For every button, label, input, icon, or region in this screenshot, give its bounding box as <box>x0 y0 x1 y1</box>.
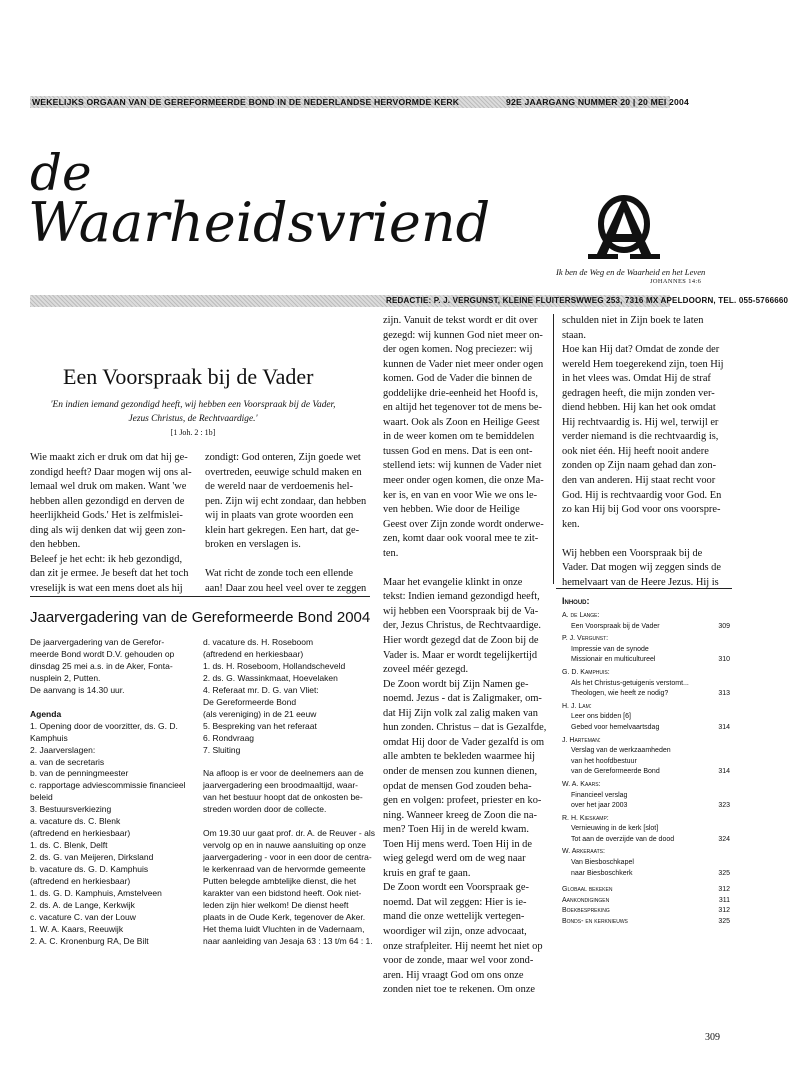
text-line: broken en verslagen is. <box>205 539 301 551</box>
toc-item[interactable] <box>562 835 730 846</box>
text-line: vreselijk is wat een mens doet als hij <box>30 582 183 594</box>
text-line: De jaarvergadering van de Gerefor- <box>30 637 165 647</box>
text-line: vervolg op en in nauwe aansluiting op onze <box>203 840 367 851</box>
text-line: zo kan Hij bij God voor ons voorspre- <box>562 504 721 516</box>
text-line: Maar het evangelie klinkt in onze <box>383 576 523 588</box>
toc-item-title: Theologen, wie heeft ze nodig? <box>571 690 669 698</box>
text-line: ten. <box>383 547 399 559</box>
text-line: diend hebben. Hij kan het ook omdat <box>562 402 716 414</box>
masthead-de: de <box>30 144 92 202</box>
toc-author: H. J. Lam: <box>562 702 592 710</box>
toc-item-title: Impressie van de synode <box>571 645 649 653</box>
toc-item[interactable] <box>562 645 730 656</box>
text-line: meer onder ogen komen, die onze Ma- <box>383 475 544 487</box>
toc-item[interactable] <box>562 858 730 869</box>
text-line: noemd. Dat wil zeggen: Hier is ie- <box>383 896 527 908</box>
toc-item-title: van het hoofdbestuur <box>571 757 637 765</box>
article1-column-2 <box>205 451 367 596</box>
text-line: c. vacature C. van der Louw <box>30 911 136 922</box>
text-line: dan zit je ermee. Je beseft dat het toch <box>30 568 189 580</box>
text-line: 2. ds. G. Wassinkmaat, Hoevelaken <box>203 672 338 683</box>
text-line: gedragen heeft, die mijn zonden ver- <box>562 387 715 399</box>
text-line: 1. W. A. Kaars, Reeuwijk <box>30 923 124 934</box>
text-line <box>562 532 732 547</box>
text-line: streden worden door de collecte. <box>203 804 327 815</box>
text-line: zondigd heeft? Daar mogen wij ons al- <box>30 466 192 478</box>
text-line: 5. Bespreking van het referaat <box>203 720 317 731</box>
text-line: wij in plaats van grote woorden een <box>205 510 354 522</box>
motto-reference: JOHANNES 14:6 <box>650 278 702 285</box>
article2-column-1 <box>30 637 200 948</box>
text-line: aren. Hij vraagt God om ons onze <box>383 969 524 981</box>
toc-item-title: Leer ons bidden [6] <box>571 713 631 721</box>
text-line: 2. Jaarverslagen: <box>30 744 96 755</box>
text-line: aan! Daar zou heel veel over te zeggen <box>205 582 367 594</box>
text-line: Hoe kan Hij dat? Omdat de zonde der <box>562 344 720 356</box>
toc-item-title: Een Voorspraak bij de Vader <box>571 622 660 630</box>
toc-author: G. D. Kamphuis: <box>562 668 610 676</box>
text-line: Vader. Dat mogen wij zeggen sinds de <box>562 562 721 574</box>
toc-rubric-page: 312 <box>718 886 730 894</box>
toc-item-title: Vernieuwing in de kerk [slot] <box>571 825 659 833</box>
toc-item-title: Verslag van de werkzaamheden <box>571 747 671 755</box>
text-line: 7. Sluiting <box>203 744 241 755</box>
masthead-title: Waarheidsvriend <box>28 191 491 254</box>
toc-author: J. Harteman: <box>562 736 601 744</box>
text-line: d. vacature ds. H. Roseboom <box>203 637 314 647</box>
text-line: jaarvergadering - voor in een door de centra- <box>203 852 372 863</box>
toc-rubric-title: Globaal bekeken <box>562 886 613 894</box>
toc-item[interactable] <box>562 767 730 778</box>
toc-item-title: van de Gereformeerde Bond <box>571 768 660 776</box>
text-line: schulden niet in Zijn boek te laten <box>562 315 704 326</box>
text-line: Om 19.30 uur gaat prof. dr. A. de Reuver - als <box>203 828 375 839</box>
text-line: pen. Zijn wij echt zondaar, dan hebben <box>205 495 367 507</box>
toc-item-page: 309 <box>718 622 730 630</box>
text-line: Hier wordt gezegd dat de Zoon bij de <box>383 635 539 647</box>
article2-title: Jaarvergadering van de Gereformeerde Bond 2004 <box>30 609 371 626</box>
text-line: wij hebben een Voorspraak bij de Va- <box>383 605 539 617</box>
text-line: (aftredend en herkiesbaar) <box>30 828 131 839</box>
toc-item-title: over het jaar 2003 <box>571 802 628 810</box>
text-line: Na afloop is er voor de deelnemers aan de <box>203 768 364 779</box>
text-line: onze strafpleiter. Hij neemt het niet op <box>383 940 543 952</box>
text-line: De Zoon wordt een Voorspraak ge- <box>383 882 529 894</box>
article1-title: Een Voorspraak bij de Vader <box>63 364 314 389</box>
toc-item-page: 313 <box>718 690 730 698</box>
text-line: Beleef je het echt: ik heb gezondigd, <box>30 553 183 565</box>
text-line: kruis en graf te gaan. <box>383 867 471 879</box>
toc-top-rule <box>556 588 732 589</box>
toc-item[interactable] <box>562 723 730 734</box>
text-line: omdat Hij door de Vader gezalfd is om <box>383 736 545 748</box>
toc-item-title: Als het Christus-getuigenis verstomt... <box>571 679 689 687</box>
toc-item-title: Financieel verslag <box>571 791 628 799</box>
text-line: 1. ds. H. Roseboom, Hollandscheveld <box>203 660 346 671</box>
toc-rubric[interactable] <box>562 906 730 917</box>
table-of-contents <box>562 596 730 928</box>
text-line: stellend iets: wij kunnen de Vader niet <box>383 460 542 472</box>
article2-column-2 <box>203 637 373 948</box>
text-line: hun zonden. Christus – dat is Gezalfde, <box>383 722 547 734</box>
text-line <box>30 697 200 709</box>
text-line <box>383 561 551 576</box>
text-line: (als vereniging) in de 21 eeuw <box>203 708 317 719</box>
text-line: zonden niet toe te rekenen. Om onze <box>383 984 536 996</box>
text-line: wieg gelegd werd om de weg naar <box>383 853 526 865</box>
text-line: wereld Hem toegerekend zijn, toen Hij <box>562 358 724 370</box>
toc-item[interactable] <box>562 655 730 666</box>
text-line: alle ambten te bekleden waarmee hij <box>383 751 536 763</box>
toc-rubric-page: 311 <box>718 896 730 904</box>
text-line: 2. ds. A. de Lange, Kerkwijk <box>30 899 135 910</box>
top-band-left: WEKELIJKS ORGAAN VAN DE GEREFORMEERDE BOND IN DE NEDERLANDSE HERVORMDE KERK <box>32 97 460 107</box>
motto: Ik ben de Weg en de Waarheid en het Leven <box>556 267 706 277</box>
text-line: mand die onze wettelijk vertegen- <box>383 911 525 923</box>
text-line: 2. ds. G. van Meijeren, Dirksland <box>30 852 154 863</box>
text-line: in het vlees was. Omdat Hij de straf <box>562 373 711 385</box>
text-line <box>203 757 373 769</box>
text-line: Toen Hij mens werd. Toen Hij in de <box>383 838 532 850</box>
text-line: Hij rechtvaardig is. Hij wel, terwijl er <box>562 416 719 428</box>
toc-item[interactable] <box>562 791 730 802</box>
text-line: Het thema luidt Vluchten in de Vadernaam, <box>203 923 365 934</box>
toc-rubric-page: 325 <box>718 918 730 926</box>
text-line: den van anderen. Hij staat recht voor <box>562 475 716 487</box>
text-line: woordiger wil zijn, onze advocaat, <box>383 925 527 937</box>
text-line: (aftredend en herkiesbaar) <box>30 876 131 887</box>
alpha-omega-logo <box>582 190 666 264</box>
quote-line: 'En indien iemand gezondigd heeft, wij hebben een Voorspraak bij de Vader, <box>50 400 336 410</box>
text-line: komen. God de Vader die binnen de <box>383 373 532 385</box>
text-line: van het bestuur hoopt dat de onkosten be- <box>203 792 363 803</box>
toc-item[interactable] <box>562 824 730 835</box>
text-line: a. vacature ds. C. Blenk <box>30 816 121 827</box>
toc-author: R. H. Kieskamp: <box>562 814 609 822</box>
text-line: 2. A. C. Kronenburg RA, De Bilt <box>30 935 149 946</box>
text-line: lemaal wel druk om maken. Want 'we <box>30 481 187 493</box>
toc-item[interactable] <box>562 869 730 880</box>
text-line: Wat richt de zonde toch een ellende <box>205 568 354 580</box>
text-line: Geest over Zijn zonde wordt onderwe- <box>383 518 544 530</box>
text-line: tekst: Indien iemand gezondigd heeft, <box>383 591 540 603</box>
text-line: 1. ds. C. Blenk, Delft <box>30 840 108 851</box>
text-line: waart. Ook als Zoon en Heilige Geest <box>383 416 540 428</box>
toc-item-page: 325 <box>718 869 730 877</box>
toc-item-page: 324 <box>718 835 730 843</box>
address-band-text: REDACTIE: P. J. VERGUNST, KLEINE FLUITERSWWEG 253, 7316 MX APELDOORN, TEL. 055-5766660 <box>386 296 788 305</box>
text-line: heerlijkheid Gods.' Het is zelfmislei- <box>30 510 183 522</box>
text-line: kunnen de Vader niet meer onder ogen <box>383 358 544 370</box>
text-line: b. vacature ds. G. D. Kamphuis <box>30 864 149 875</box>
toc-item[interactable] <box>562 712 730 723</box>
text-line: goddelijke drie-eenheid het Hoofd is, <box>383 387 538 399</box>
text-line: naar aanleiding van Jesaja 63 : 13 t/m 64 : 1. <box>203 935 373 946</box>
toc-author: A. de Lange: <box>562 612 600 619</box>
toc-author: W. Arkeraats: <box>562 848 605 856</box>
text-line: den hebben. <box>30 539 81 551</box>
text-line: gezegd: wij kunnen God niet meer on- <box>383 329 543 341</box>
text-line: in de weer komen om te bemiddelen <box>383 431 535 443</box>
text-line: Wie maakt zich er druk om dat hij ge- <box>30 452 188 463</box>
toc-author: P. J. Vergunst: <box>562 635 609 643</box>
text-line: De Gereformeerde Bond <box>203 696 297 707</box>
toc-item-title: Missionair en multicultureel <box>571 656 656 664</box>
text-line: le kerkenraad van de hervormde gemeente <box>203 864 366 875</box>
text-line: zoveel méér gezegd. <box>383 664 469 676</box>
text-line <box>203 816 373 828</box>
toc-rubric-title: Aankondigingen <box>562 896 610 904</box>
text-line: a. van de secretaris <box>30 756 105 767</box>
article2-top-rule <box>30 596 370 597</box>
text-line: karakter van een bidstond heeft. Ook niet- <box>203 888 362 899</box>
text-line: staan. <box>562 329 586 341</box>
text-line: jaarvergadering een broodmaaltijd, waar- <box>203 780 358 791</box>
toc-item-title: Gebed voor hemelvaartsdag <box>571 723 660 731</box>
text-line: der, Jezus Christus, de Rechtvaardige. <box>383 620 541 632</box>
toc-item[interactable] <box>562 746 730 757</box>
text-line: verder niemand is die rechtvaardig is, <box>562 431 719 443</box>
text-line: gen en volgen: profeet, priester en ko- <box>383 795 542 807</box>
text-line: b. van de penningmeester <box>30 768 129 779</box>
toc-item[interactable] <box>562 801 730 812</box>
text-line: ken. <box>562 518 580 530</box>
toc-rubric-page: 312 <box>718 907 730 915</box>
text-line: meerde Bond wordt D.V. gehouden op <box>30 648 175 659</box>
toc-rubric-title: Boekbespreking <box>562 907 610 915</box>
text-line: 3. Bestuursverkiezing <box>30 804 112 815</box>
text-line: voor de zonde, maar wel voor zond- <box>383 955 534 967</box>
text-line: de wereld naar de verdoemenis hel- <box>205 481 353 493</box>
toc-item-page: 323 <box>718 802 730 810</box>
text-line: 4. Referaat mr. D. G. van Vliet: <box>203 684 319 695</box>
text-line: ker is, en van en voor Wie we ons le- <box>383 489 538 501</box>
text-line: men? Toen Hij in de wereld kwam. <box>383 824 529 836</box>
text-line: klein hart gekregen. Een hart, dat ge- <box>205 524 360 536</box>
text-line: Wij hebben een Voorspraak bij de <box>562 547 703 559</box>
text-line: De aanvang is 14.30 uur. <box>30 684 125 695</box>
text-line: De Zoon wordt bij Zijn Namen ge- <box>383 678 529 690</box>
text-line: zen, komt daar ook vooral mee te zit- <box>383 533 539 545</box>
text-line: (aftredend en herkiesbaar) <box>203 648 304 659</box>
text-line: leden zijn hier welkom! De dienst heeft <box>203 899 349 910</box>
toc-rubric[interactable] <box>562 917 730 928</box>
toc-heading: Inhoud: <box>562 596 590 606</box>
toc-item-title: Van Biesboschkapel <box>571 859 634 867</box>
text-line <box>205 553 367 568</box>
text-line: ven hebben. Wie door de Heilige <box>383 504 520 516</box>
toc-author: W. A. Kaars: <box>562 780 601 788</box>
text-line: ding als wij denken dat wij geen zon- <box>30 524 186 536</box>
text-line: zondigt: God onteren, Zijn goede wet <box>205 452 361 463</box>
toc-rubric[interactable] <box>562 885 730 896</box>
text-line: opdat de mensen God zouden beha- <box>383 780 532 792</box>
text-line: overtreden, eeuwige schuld maken en <box>205 466 362 478</box>
toc-item[interactable] <box>562 622 730 633</box>
toc-item[interactable] <box>562 689 730 700</box>
text-line: en altijd het tegenover tot de mens be- <box>383 402 542 414</box>
toc-item-title: naar Biesboschkerk <box>571 869 633 877</box>
text-line: Putten belegde ambtelijke dienst, die het <box>203 876 357 887</box>
text-line: ning. Wanneer kreeg de Zoon die na- <box>383 809 537 821</box>
page-number: 309 <box>705 1032 720 1043</box>
text-line: dinsdag 25 mei a.s. in de Aker, Fonta- <box>30 660 173 671</box>
text-line: tussen God en mens. Dat is een ont- <box>383 445 533 457</box>
article1-quote <box>36 399 350 440</box>
text-line: c. rapportage adviescommissie financieel <box>30 780 186 791</box>
text-line: beleid <box>30 792 53 803</box>
article1-column-3 <box>383 314 551 998</box>
article1-column-4 <box>562 314 732 590</box>
toc-item[interactable] <box>562 679 730 690</box>
text-line: plaats in de Oude Kerk, tegenover de Aker. <box>203 911 366 922</box>
toc-item-page: 314 <box>718 723 730 731</box>
column-rule <box>553 314 554 584</box>
text-line: 6. Rondvraag <box>203 732 255 743</box>
text-line: God. Hij is rechtvaardig voor God. En <box>562 489 722 501</box>
text-line: hemelvaart van de Heere Jezus. Hij is <box>562 576 719 588</box>
text-line: der ogen komen. Nog preciezer: wij <box>383 344 533 356</box>
toc-item-page: 314 <box>718 768 730 776</box>
toc-rubric[interactable] <box>562 896 730 907</box>
top-band-right: 92E JAARGANG NUMMER 20 | 20 MEI 2004 <box>506 97 689 107</box>
text-line: dat Hij Zijn volk zal zalig maken van <box>383 707 538 719</box>
text-line: ook niet één. Hij heeft nooit andere <box>562 445 709 457</box>
text-line: Kamphuis <box>30 732 68 743</box>
text-line: onder de mensen zou kunnen dienen, <box>383 765 538 777</box>
text-line: zijn. Vanuit de tekst wordt er dit over <box>383 315 538 326</box>
text-line: zonden op Zijn naam gehad dan zon- <box>562 460 717 472</box>
toc-item-page: 310 <box>718 656 730 664</box>
article1-column-1 <box>30 451 202 596</box>
toc-item-title: Tot aan de overzijde van de dood <box>571 835 675 843</box>
text-line: 1. ds. G. D. Kamphuis, Amstelveen <box>30 888 162 899</box>
toc-item[interactable] <box>562 757 730 768</box>
text-line: 1. Opening door de voorzitter, ds. G. D. <box>30 720 178 731</box>
toc-rubric-title: Bonds- en kerknieuws <box>562 918 628 926</box>
text-line: Vader is. Maar er wordt tegelijkertijd <box>383 649 538 661</box>
quote-reference: [1 Joh. 2 : 1b] <box>170 428 216 437</box>
text-line: nusplein 2, Putten. <box>30 672 101 683</box>
text-line: noemd. Jezus - dat is Zaligmaker, om- <box>383 693 542 705</box>
quote-line: Jezus Christus, de Rechtvaardige.' <box>128 413 258 424</box>
text-line: Agenda <box>30 708 62 719</box>
text-line: hebben allen gezondigd en derven de <box>30 495 185 507</box>
